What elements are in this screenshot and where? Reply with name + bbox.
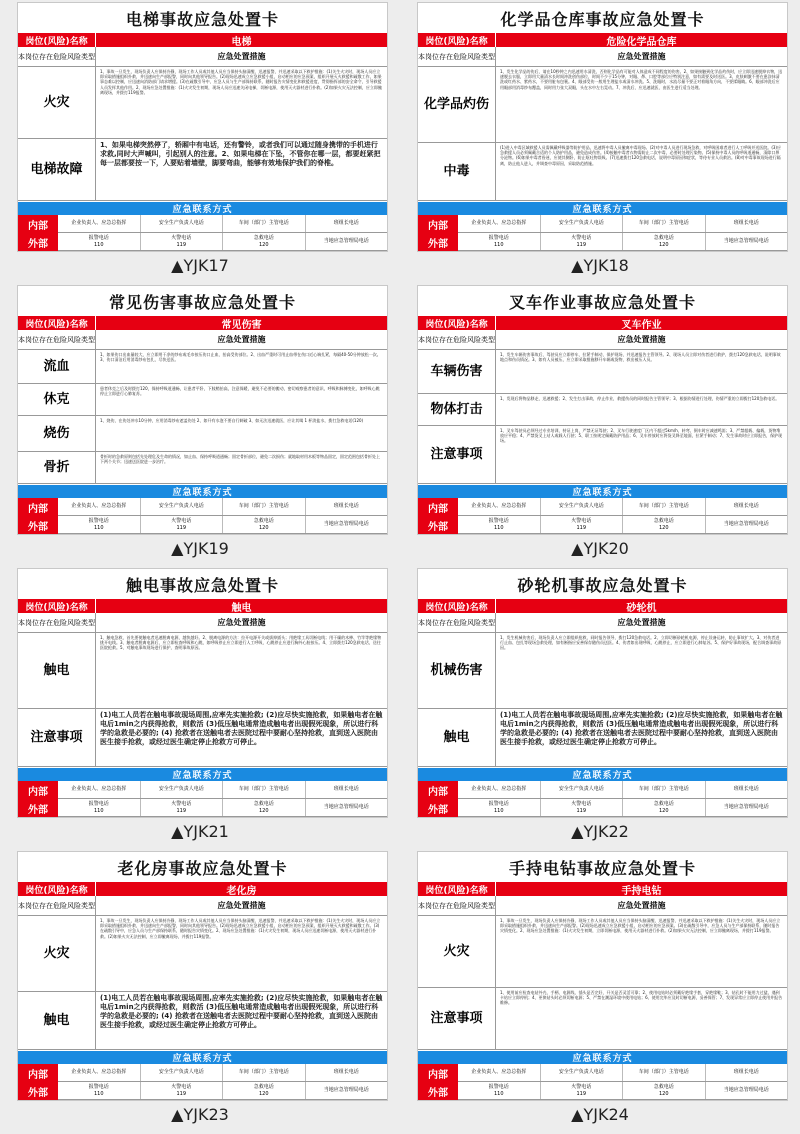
contact-col: 火警电话: [571, 800, 592, 807]
position-label: 岗位(风险)名称: [418, 316, 496, 330]
contact-col: 报警电话: [488, 517, 509, 524]
section-text: (1)电工人员若在触电事故现场周围,应率先实施抢救; (2)应尽快实施抢救，如果触电者在触电后1min之内获得抢救，则救活 (3)低压触电通常造成触电者出现假死现象，所以进行科学的急救是必要的; (4) 抢救者在送触电者去医院过程中要耐心坚持抢救，直到送入医院由医生接手抢救，或经过医生确定停止抢救方可停止。: [500, 711, 783, 746]
emergency-card: [17, 2, 388, 252]
measures-label: 应急处置措施: [617, 618, 666, 627]
phone-number: 110: [493, 1090, 504, 1097]
phone-number: 120: [658, 241, 669, 248]
section-text: 1、发生机械伤害后，现场负责人应立即组织抢救，同时报告领导，拨打120急救电话。2、立即切断砂轮机电源，停止设备运转，防止事故扩大。3、对伤者进行止血、包扎等现场急救处理，如有断指应妥善保存随伤员送医。4、伤者如出现呼吸、心跳停止，应立即进行心肺复苏。5、保护好事故现场，配合调查事故原因。: [500, 635, 782, 651]
section: [18, 709, 387, 767]
outer-label: 外部: [418, 799, 458, 817]
outer-label: 外部: [18, 516, 58, 534]
contact-col: 车间（部门）主管电话: [623, 1064, 706, 1081]
section-name: 化学品灼伤: [418, 67, 496, 142]
position-name: 触电: [231, 602, 252, 614]
outer-label: 外部: [18, 799, 58, 817]
card-cell-7: [0, 849, 400, 1132]
section: [18, 139, 387, 201]
phone-number: 120: [258, 807, 269, 814]
phone-number: 110: [93, 241, 104, 248]
section: [18, 416, 387, 452]
contact-col: 火警电话: [571, 234, 592, 241]
section-text: 1、叉车驾驶员必须经过专业培训，持证上岗，严禁无证驾驶；2、叉车行驶速度厂区内不超过5km/h，转弯、倒车时应减速鸣笛；3、严禁超载、偏载，货物堆放应平稳；4、严禁货叉上站人或载人行驶；5、职工按规定佩戴防护用品；6、叉车停放时应将货叉降至地面，拉紧手制动；7、发生事故时应立即报告，保护现场。: [500, 428, 783, 444]
section-text: 1、烧伤，在伤处冲水10分钟，应用消毒纱布遮盖伤处 2、如开有水泡不要自行刺破 3、如无法迅速就医，应让其喝 1 杯淡盐水，拨打急救电话(120): [100, 418, 364, 423]
emergency-card: [17, 285, 388, 535]
position-label: 岗位(风险)名称: [18, 33, 96, 47]
section-text: 1、发生车辆伤害事故后，驾驶员应立即停车，拉紧手制动，保护现场，并迅速报告主管领导。2、现场人员立即对伤者进行救护，拨打120急救电话，说明事故地点和伤员情况。3、如有人员被压，应立即采取措施移开车辆或货物，救出被压人员。: [500, 352, 781, 363]
phone-number: 119: [576, 524, 587, 531]
contact-col: 急救电话: [653, 517, 674, 524]
section-text: 1、如果伤口出血量较大，应立即用干净的纱布或毛巾按压伤口止血，抬高受伤部位。2、出血严重时可用止血带在伤口近心端扎紧，每隔40-50分钟放松一次。3、伤口清洁后用消毒纱布包扎，尽快送医。: [100, 352, 381, 363]
emergency-card: [17, 851, 388, 1101]
measures-label: 应急处置措施: [217, 335, 266, 344]
contact-col: 班组长电话: [733, 220, 759, 226]
card-caption: ▲YJK21: [171, 822, 229, 841]
contact-title: 应急联系方式: [418, 202, 787, 215]
section: [18, 916, 387, 992]
section-text: 骨折时的急救原则包括先处理危及生命的情况，如止血、保持呼吸道通畅；固定骨折部位，避免二次损伤；就地取材用木板等物品固定，固定范围包括骨折处上下两个关节；迅速送医院进一步治疗。: [100, 454, 380, 465]
card-caption: ▲YJK20: [571, 539, 629, 558]
section-name: 骨折: [18, 452, 96, 483]
contact-col: 企业负责人、应急总指挥: [458, 1064, 541, 1081]
contact-col: 车间（部门）主管电话: [623, 498, 706, 515]
section: [18, 992, 387, 1050]
contact-col: 车间（部门）主管电话: [223, 1064, 306, 1081]
contact-col: 急救电话: [253, 234, 274, 241]
inner-label: 内部: [418, 498, 458, 516]
contact-col: 当地应急管理局电话: [323, 804, 369, 810]
section-name: 机械伤害: [418, 633, 496, 708]
risk-label: 本岗位存在危险风险类型: [18, 330, 96, 349]
contact-col: 火警电话: [171, 800, 192, 807]
emergency-card: [17, 568, 388, 818]
section-text: 1、事故一旦发生，现场负责人应保持冷静，现场工作人员或其他人员应当保持头脑清醒，迅速报警，并迅速采取以下救护措施：(1)关生火灾时，现场人员应立即采取措施组织扑救，并迅速向生产部报警，同时向其他领导报告。(2)现场迅速成立应急救援小组，启动相应的应急预案，组织开展灭火救援和疏散工作。(3)在疏散引导中，应急人员与生产部保持联系，随时报告灾情变化。2、现场应急处置措施：(1)火灾发生初期，现场人员应迅速切断电源，使用灭火器材进行扑救。(2)如果火灾无法控制，应立即撤离现场，并拨打119报警。: [100, 918, 381, 939]
contact-col: 当地应急管理局电话: [723, 804, 769, 810]
card-caption: ▲YJK18: [571, 256, 629, 275]
card-caption: ▲YJK22: [571, 822, 629, 841]
section: [18, 67, 387, 139]
phone-number: 110: [493, 241, 504, 248]
contact-col: 安全生产负责人电话: [541, 1064, 624, 1081]
outer-contacts: [418, 799, 787, 817]
contact-col: 安全生产负责人电话: [141, 215, 224, 232]
contact-col: 急救电话: [653, 800, 674, 807]
measures-label: 应急处置措施: [617, 901, 666, 910]
phone-number: 120: [658, 524, 669, 531]
outer-contacts: [418, 233, 787, 251]
section-name: 电梯故障: [18, 139, 96, 200]
section-name: 烧伤: [18, 416, 96, 451]
position-name: 手持电钻: [621, 885, 662, 897]
outer-contacts: [18, 233, 387, 251]
contact-col: 车间（部门）主管电话: [623, 781, 706, 798]
contact-col: 火警电话: [171, 1083, 192, 1090]
phone-number: 110: [93, 807, 104, 814]
contact-col: 企业负责人、应急总指挥: [58, 1064, 141, 1081]
section-text: 1、触电急救，首先要使触电者迅速脱离电源，越快越好。2、脱离电源的方法：拉开电源开关或拔掉插头；用绝缘工具切断电线；用干燥的木棒、竹竿等绝缘物挑开电线。3、触电者脱离电源后，应立即检查呼吸和心跳，如呼吸停止应立即进行人工呼吸，心跳停止应进行胸外心脏按压。4、立即拨打120急救电话，送往医院抢救。5、对触电事故现场进行保护，查明事故原因。: [100, 635, 382, 651]
card-title: 手持电钻事故应急处置卡: [508, 858, 696, 878]
contact-col: 企业负责人、应急总指挥: [458, 498, 541, 515]
card-caption: ▲YJK23: [171, 1105, 229, 1124]
position-label: 岗位(风险)名称: [418, 882, 496, 896]
contact-col: 报警电话: [488, 800, 509, 807]
section-name: 中毒: [418, 143, 496, 200]
inner-contacts: [18, 781, 387, 799]
section-text: 1、如果电梯突然停了，轿厢中有电话，还有警铃，或者我们可以通过随身携带的手机进行求救,同时大声喊叫，引起别人的注意。2、如果电梯在下坠，不管你在哪一层，都要赶紧把每一层都要按一下，人要贴着墙壁，脚要弯曲，能够有效地保护我们的脊椎。: [100, 141, 381, 167]
phone-number: 110: [493, 524, 504, 531]
contact-col: 班组长电话: [333, 503, 359, 509]
contact-col: 企业负责人、应急总指挥: [458, 781, 541, 798]
position-label: 岗位(风险)名称: [18, 599, 96, 613]
section-name: 触电: [18, 992, 96, 1049]
outer-label: 外部: [418, 516, 458, 534]
section-name: 火灾: [18, 916, 96, 991]
section-text: 1、事故一旦发生，现场负责人应保持冷静，现场工作人员或其他人员应当保持头脑清醒，迅速报警，并迅速采取以下救护措施：(1)关生火灾时，现场人员应立即采取措施组织扑救，并迅速向生产部报警。(2)现场迅速成立应急救援小组，启动相应的应急预案。(3)在疏散引导中，应急人员与生产部保持联系，随时报告灾情变化。2、现场应急处置措施：(1)火灾发生初期，立即切断电源，使用灭火器材进行扑救。(2)如果火灾无法控制，应立即撤离现场，并拨打119报警。: [500, 918, 781, 934]
contact-col: 报警电话: [88, 234, 109, 241]
contact-col: 火警电话: [171, 517, 192, 524]
contact-title: 应急联系方式: [418, 485, 787, 498]
card-caption: ▲YJK24: [571, 1105, 629, 1124]
measures-label: 应急处置措施: [217, 901, 266, 910]
contact-col: 企业负责人、应急总指挥: [58, 498, 141, 515]
section: [418, 916, 787, 988]
inner-contacts: [18, 215, 387, 233]
phone-number: 120: [658, 1090, 669, 1097]
card-cell-6: [400, 566, 800, 849]
section-name: 流血: [18, 350, 96, 383]
contact-col: 班组长电话: [333, 786, 359, 792]
contact-col: 安全生产负责人电话: [541, 781, 624, 798]
section-name: 触电: [418, 709, 496, 766]
risk-label: 本岗位存在危险风险类型: [18, 896, 96, 915]
section: [418, 709, 787, 767]
risk-label: 本岗位存在危险风险类型: [418, 47, 496, 66]
contact-col: 班组长电话: [733, 503, 759, 509]
contact-col: 火警电话: [571, 517, 592, 524]
position-name: 电梯: [231, 36, 252, 48]
contact-col: 火警电话: [571, 1083, 592, 1090]
emergency-card: [417, 285, 788, 535]
phone-number: 119: [576, 807, 587, 814]
position-name: 危险化学品仓库: [606, 36, 677, 48]
inner-contacts: [18, 498, 387, 516]
section: [18, 350, 387, 384]
measures-label: 应急处置措施: [617, 52, 666, 61]
card-title: 砂轮机事故应急处置卡: [517, 575, 688, 595]
contact-title: 应急联系方式: [418, 1051, 787, 1064]
risk-label: 本岗位存在危险风险类型: [18, 613, 96, 632]
section-text: (1)进入中毒区域救援人员需佩戴呼吸器等防护用品，迅速将中毒人员撤离中毒现场。(2)对中毒人员进行现场急救，对呼吸困难者进行人工呼吸并送医院。(3)应急救援人员必须佩戴合适的个人防护用品，避免造成伤害。(4)接触中毒者衣物需防止二次中毒，必要时处理污染物。(5)保持中毒人员的呼吸道通畅，清除口鼻分泌物。(6)如果中毒者昏迷，应使其侧卧，防止呕吐物误吸。(7)迅速拨打120急救电话，说明中毒原因和症状，等待专业人员救治。(8)对中毒事故现场进行隔离，防止他人进入，并调查中毒原因，采取防范措施。: [500, 145, 781, 166]
phone-number: 110: [93, 1090, 104, 1097]
card-title: 触电事故应急处置卡: [125, 575, 279, 595]
contact-col: 车间（部门）主管电话: [223, 781, 306, 798]
section-text: 患者休克之后及时拨打120，保持呼吸道通畅，让患者平卧，下肢稍抬高，注意保暖，避免不必要的搬动，密切观察患者的意识、呼吸和脉搏变化，如呼吸心跳停止立即进行心肺复苏。: [100, 386, 380, 397]
measures-label: 应急处置措施: [217, 618, 266, 627]
phone-number: 120: [258, 1090, 269, 1097]
contact-title: 应急联系方式: [18, 485, 387, 498]
section: [18, 452, 387, 484]
phone-number: 120: [258, 241, 269, 248]
contact-col: 班组长电话: [733, 786, 759, 792]
outer-label: 外部: [418, 1082, 458, 1100]
contact-col: 报警电话: [88, 800, 109, 807]
section-name: 触电: [18, 633, 96, 708]
contact-col: 当地应急管理局电话: [723, 1087, 769, 1093]
risk-label: 本岗位存在危险风险类型: [18, 47, 96, 66]
section: [418, 426, 787, 484]
inner-label: 内部: [18, 781, 58, 799]
outer-contacts: [18, 516, 387, 534]
inner-contacts: [418, 498, 787, 516]
measures-label: 应急处置措施: [217, 52, 266, 61]
contact-col: 车间（部门）主管电话: [223, 215, 306, 232]
position-name: 叉车作业: [621, 319, 662, 331]
risk-label: 本岗位存在危险风险类型: [418, 330, 496, 349]
section-name: 休克: [18, 384, 96, 415]
card-cell-2: [400, 0, 800, 283]
phone-number: 110: [493, 807, 504, 814]
emergency-card: [417, 568, 788, 818]
emergency-card: [417, 851, 788, 1101]
outer-label: 外部: [18, 233, 58, 251]
card-cell-5: [0, 566, 400, 849]
position-name: 常见伤害: [221, 319, 262, 331]
outer-contacts: [418, 516, 787, 534]
contact-col: 车间（部门）主管电话: [623, 215, 706, 232]
position-name: 砂轮机: [626, 602, 657, 614]
card-title: 化学品仓库事故应急处置卡: [500, 9, 705, 29]
risk-label: 本岗位存在危险风险类型: [418, 613, 496, 632]
contact-col: 火警电话: [171, 234, 192, 241]
phone-number: 119: [176, 807, 187, 814]
contact-col: 报警电话: [88, 517, 109, 524]
section: [18, 633, 387, 709]
section-name: 火灾: [418, 916, 496, 987]
contact-col: 安全生产负责人电话: [541, 215, 624, 232]
emergency-card: [417, 2, 788, 252]
section: [418, 394, 787, 426]
contact-col: 车间（部门）主管电话: [223, 498, 306, 515]
section: [418, 350, 787, 394]
contact-col: 安全生产负责人电话: [141, 498, 224, 515]
outer-label: 外部: [18, 1082, 58, 1100]
phone-number: 120: [258, 524, 269, 531]
position-name: 老化房: [226, 885, 257, 897]
card-caption: ▲YJK19: [171, 539, 229, 558]
contact-title: 应急联系方式: [18, 768, 387, 781]
section-name: 车辆伤害: [418, 350, 496, 393]
contact-col: 急救电话: [653, 1083, 674, 1090]
phone-number: 119: [176, 524, 187, 531]
position-label: 岗位(风险)名称: [18, 882, 96, 896]
inner-label: 内部: [18, 215, 58, 233]
inner-label: 内部: [18, 498, 58, 516]
inner-label: 内部: [418, 781, 458, 799]
card-caption: ▲YJK17: [171, 256, 229, 275]
phone-number: 120: [658, 807, 669, 814]
contact-col: 班组长电话: [733, 1069, 759, 1075]
section-name: 注意事项: [418, 988, 496, 1049]
contact-col: 当地应急管理局电话: [323, 521, 369, 527]
contact-col: 企业负责人、应急总指挥: [458, 215, 541, 232]
contact-col: 报警电话: [488, 234, 509, 241]
inner-contacts: [418, 1064, 787, 1082]
inner-contacts: [418, 215, 787, 233]
outer-contacts: [18, 799, 387, 817]
phone-number: 119: [176, 241, 187, 248]
contact-col: 急救电话: [253, 800, 274, 807]
contact-title: 应急联系方式: [418, 768, 787, 781]
section-text: 1、事故一旦发生，现场负责人应保持冷静，现场工作人员或其他人员应当保持头脑清醒，迅速报警，并迅速采取以下救护措施：(1)关生火灾时，现场人员应立即采取措施组织扑救，并迅速向生产部报警，同时向其他领导报告。(2)现场迅速成立应急救援小组，启动相应的应急预案，组织开展灭火救援和疏散工作，如果事态难以控制，应迅速向消防部门请求增援。(3)在疏散引导中，应急人员与生产部保持联系，随时报告灾情变化和救援进度，贯彻指挥部的安全命令，引导救援人员发挥其他作用。2、现场应急处置措施：(1)火灾发生初期，现场人员应迅速关闭电梯，切断电源，使用灭火器材进行扑救。(2)如果火灾无法控制，应立即撤离现场，并拨打119报警。: [100, 69, 382, 95]
section-name: 注意事项: [18, 709, 96, 766]
inner-contacts: [418, 781, 787, 799]
contact-col: 报警电话: [88, 1083, 109, 1090]
inner-contacts: [18, 1064, 387, 1082]
section-text: (1)电工人员若在触电事故现场周围,应率先实施抢救; (2)应尽快实施抢救，如果触电者在触电后1min之内获得抢救，则救活 (3)低压触电通常造成触电者出现假死现象，所以进行科学的急救是必要的; (4) 抢救者在送触电者去医院过程中要耐心坚持抢救，直到送入医院由医生接手抢救，或经过医生确定停止抢救方可停止。: [100, 994, 383, 1029]
contact-title: 应急联系方式: [18, 1051, 387, 1064]
phone-number: 110: [93, 524, 104, 531]
card-title: 老化房事故应急处置卡: [117, 858, 288, 878]
inner-label: 内部: [418, 215, 458, 233]
card-cell-8: [400, 849, 800, 1132]
section: [18, 384, 387, 416]
contact-col: 企业负责人、应急总指挥: [58, 215, 141, 232]
phone-number: 119: [176, 1090, 187, 1097]
contact-col: 当地应急管理局电话: [323, 1087, 369, 1093]
section: [418, 143, 787, 201]
section-text: 1、使用前应检查电钻外壳、手柄、电源线、插头是否完好，开关是否灵活可靠；2、使用电钻时必须戴好绝缘手套，穿绝缘鞋；3、钻孔时不能用力过猛，遇到卡钻应立即停机；4、更换钻头时必须切断电源；5、严禁在潮湿环境中使用电钻；6、使用完毕应及时切断电源，妥善保管；7、发现异常应立即停止使用并报告维修。: [500, 990, 783, 1006]
phone-number: 119: [576, 1090, 587, 1097]
contact-col: 班组长电话: [333, 1069, 359, 1075]
contact-col: 当地应急管理局电话: [723, 238, 769, 244]
section-name: 注意事项: [418, 426, 496, 483]
section-text: (1)电工人员若在触电事故现场周围,应率先实施抢救; (2)应尽快实施抢救，如果触电者在触电后1min之内获得抢救，则救活 (3)低压触电通常造成触电者出现假死现象，所以进行科学的急救是必要的; (4) 抢救者在送触电者去医院过程中要耐心坚持抢救，直到送入医院由医生接手抢救，或经过医生确定停止抢救方可停止。: [100, 711, 383, 746]
contact-col: 急救电话: [253, 1083, 274, 1090]
card-cell-1: [0, 0, 400, 283]
risk-label: 本岗位存在危险风险类型: [418, 896, 496, 915]
outer-label: 外部: [418, 233, 458, 251]
card-title: 电梯事故应急处置卡: [125, 9, 279, 29]
contact-col: 安全生产负责人电话: [141, 1064, 224, 1081]
outer-contacts: [18, 1082, 387, 1100]
contact-col: 班组长电话: [333, 220, 359, 226]
section: [418, 67, 787, 143]
section-name: 物体打击: [418, 394, 496, 425]
contact-col: 当地应急管理局电话: [723, 521, 769, 527]
section: [418, 633, 787, 709]
contact-col: 急救电话: [653, 234, 674, 241]
phone-number: 119: [576, 241, 587, 248]
position-label: 岗位(风险)名称: [18, 316, 96, 330]
contact-col: 安全生产负责人电话: [541, 498, 624, 515]
measures-label: 应急处置措施: [617, 335, 666, 344]
card-title: 常见伤害事故应急处置卡: [108, 292, 296, 312]
card-cell-4: [400, 283, 800, 566]
section-name: 火灾: [18, 67, 96, 138]
position-label: 岗位(风险)名称: [418, 33, 496, 47]
card-cell-3: [0, 283, 400, 566]
contact-col: 企业负责人、应急总指挥: [58, 781, 141, 798]
contact-col: 报警电话: [488, 1083, 509, 1090]
contact-title: 应急联系方式: [18, 202, 387, 215]
inner-label: 内部: [418, 1064, 458, 1082]
contact-col: 当地应急管理局电话: [323, 238, 369, 244]
position-label: 岗位(风险)名称: [418, 599, 496, 613]
card-title: 叉车作业事故应急处置卡: [508, 292, 696, 312]
section-text: 1、发现后将物品移走，迅速救援；2、发生打击事故，停止作业，救援伤员的同时报告主管领导；3、根据伤情进行处理，伤情严重的立即拨打120急救电话。: [500, 396, 780, 401]
contact-col: 急救电话: [253, 517, 274, 524]
inner-label: 内部: [18, 1064, 58, 1082]
section: [418, 988, 787, 1050]
outer-contacts: [418, 1082, 787, 1100]
contact-col: 安全生产负责人电话: [141, 781, 224, 798]
section-text: 1、发生化学品的伤后，请在10秒钟之内迅速用水清洗，否则化学品有可能对人体造成不同程度的伤害。2、如果接触到化学品灼伤时，应立即迅速脱掉衣物，迅速脱去衣服，立即用大量清水长时间冲洗创伤部位，时间不少于15分钟，对眼、鼻、口腔等部位应特别注意，如有需要及时送医。3、皮肤刺激不要在患涂抹清洗或红药水、紫药水，不要用脏布包裹。4、眼部受伤一般用生理盐水或清水冲洗。5、洗眼时，水流尽量不要正对着眼角方向，不要揉眼睛。6、眼部冲洗后应用眼部用消毒纱布覆盖，同时用力张大双眼，头在水中左右晃动。7、冲洗后，应迅速就医，由医生进行适当处理。: [500, 69, 783, 90]
